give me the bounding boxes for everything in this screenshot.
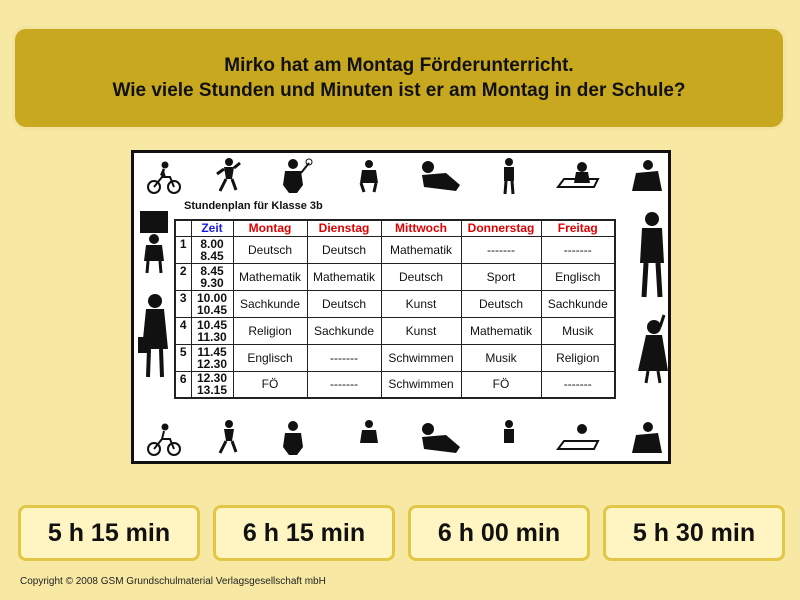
header-num-cell: [175, 220, 191, 236]
timetable: [174, 219, 616, 399]
cyclist-silhouette-icon: [146, 159, 182, 195]
subject-cell: Deutsch: [381, 263, 461, 290]
subject-cell: Sachkunde: [233, 290, 307, 317]
schoolboy-silhouette-icon: [634, 211, 670, 299]
girl-flowers-silhouette-icon-bottom: [279, 419, 313, 457]
cyclist-silhouette-icon-bottom: [146, 421, 182, 457]
period-end: 9.30: [200, 275, 224, 290]
period-time: [191, 290, 233, 317]
subject-cell: Kunst: [381, 317, 461, 344]
sitting-child-silhouette-icon: [628, 157, 664, 195]
standing-child-silhouette-icon-bottom: [499, 419, 519, 457]
subject-cell: Religion: [541, 344, 615, 371]
sitting-child-silhouette-icon-bottom: [628, 419, 664, 457]
reading-child-silhouette-icon-bottom: [356, 419, 382, 453]
period-end: 12.30: [196, 356, 228, 371]
header-mittwoch: Mittwoch: [381, 220, 461, 236]
period-start: 11.45: [197, 344, 227, 359]
answer-options: [0, 505, 800, 561]
dancing-girl-silhouette-icon: [634, 313, 670, 385]
running-child-silhouette-icon: [214, 157, 242, 193]
timetable-row: [175, 263, 615, 290]
answer-button-2[interactable]: 6 h 15 min: [213, 505, 395, 561]
subject-cell: Musik: [541, 317, 615, 344]
blackboard-child-silhouette-icon: [138, 211, 174, 275]
subject-cell: -------: [541, 236, 615, 263]
timetable-title: Stundenplan für Klasse 3b: [184, 200, 323, 212]
subject-cell: Schwimmen: [381, 371, 461, 398]
period-end: 8.45: [200, 248, 224, 263]
subject-cell: Sport: [461, 263, 541, 290]
subject-cell: Mathematik: [461, 317, 541, 344]
period-time: [191, 263, 233, 290]
question-line-2: Wie viele Stunden und Minuten ist er am Montag in der Schule?: [112, 80, 686, 101]
subject-cell: -------: [461, 236, 541, 263]
subject-cell: -------: [307, 344, 381, 371]
subject-cell: Mathematik: [307, 263, 381, 290]
period-number: 5: [175, 344, 191, 371]
girl-flowers-silhouette-icon: [279, 157, 313, 195]
timetable-card: [131, 150, 671, 464]
period-number: 6: [175, 371, 191, 398]
period-start: 12.30: [196, 371, 228, 386]
subject-cell: FÖ: [461, 371, 541, 398]
header-zeit: Zeit: [191, 220, 233, 236]
answer-button-3[interactable]: 6 h 00 min: [408, 505, 590, 561]
lying-child-silhouette-icon: [416, 157, 464, 195]
subject-cell: Englisch: [541, 263, 615, 290]
question-box: [12, 26, 786, 130]
copyright-text: Copyright © 2008 GSM Grundschulmaterial Verlagsgesellschaft mbH: [20, 576, 326, 587]
period-time: [191, 344, 233, 371]
subject-cell: Kunst: [381, 290, 461, 317]
period-end: 13.15: [196, 383, 228, 398]
period-number: 1: [175, 236, 191, 263]
subject-cell: Schwimmen: [381, 344, 461, 371]
timetable-row: [175, 371, 615, 398]
period-number: 4: [175, 317, 191, 344]
writing-child-silhouette-icon: [554, 161, 600, 193]
lying-child-silhouette-icon-bottom: [416, 419, 464, 457]
writing-child-silhouette-icon-bottom: [554, 423, 600, 455]
subject-cell: Mathematik: [233, 263, 307, 290]
timetable-row: [175, 236, 615, 263]
period-end: 10.45: [196, 302, 228, 317]
period-number: 3: [175, 290, 191, 317]
subject-cell: Sachkunde: [541, 290, 615, 317]
subject-cell: -------: [541, 371, 615, 398]
subject-cell: Deutsch: [233, 236, 307, 263]
subject-cell: Religion: [233, 317, 307, 344]
header-dienstag: Dienstag: [307, 220, 381, 236]
period-start: 10.00: [196, 290, 228, 305]
subject-cell: Mathematik: [381, 236, 461, 263]
subject-cell: Musik: [461, 344, 541, 371]
header-montag: Montag: [233, 220, 307, 236]
period-start: 8.45: [200, 263, 224, 278]
schoolgirl-silhouette-icon: [138, 293, 172, 379]
timetable-row: [175, 344, 615, 371]
subject-cell: Englisch: [233, 344, 307, 371]
standing-child-silhouette-icon: [499, 157, 519, 195]
period-time: [191, 317, 233, 344]
timetable-row: [175, 290, 615, 317]
timetable-header-row: [175, 220, 615, 236]
subject-cell: Deutsch: [307, 290, 381, 317]
timetable-row: [175, 317, 615, 344]
period-start: 8.00: [200, 236, 224, 251]
period-time: [191, 371, 233, 398]
header-freitag: Freitag: [541, 220, 615, 236]
header-donnerstag: Donnerstag: [461, 220, 541, 236]
answer-button-4[interactable]: 5 h 30 min: [603, 505, 785, 561]
subject-cell: FÖ: [233, 371, 307, 398]
period-start: 10.45: [196, 317, 228, 332]
subject-cell: -------: [307, 371, 381, 398]
answer-button-1[interactable]: 5 h 15 min: [18, 505, 200, 561]
subject-cell: Deutsch: [307, 236, 381, 263]
running-child-silhouette-icon-bottom: [214, 419, 242, 455]
period-number: 2: [175, 263, 191, 290]
period-end: 11.30: [197, 329, 227, 344]
period-time: [191, 236, 233, 263]
reading-child-silhouette-icon: [356, 159, 382, 193]
subject-cell: Sachkunde: [307, 317, 381, 344]
question-line-1: Mirko hat am Montag Förderunterricht.: [224, 55, 574, 76]
subject-cell: Deutsch: [461, 290, 541, 317]
